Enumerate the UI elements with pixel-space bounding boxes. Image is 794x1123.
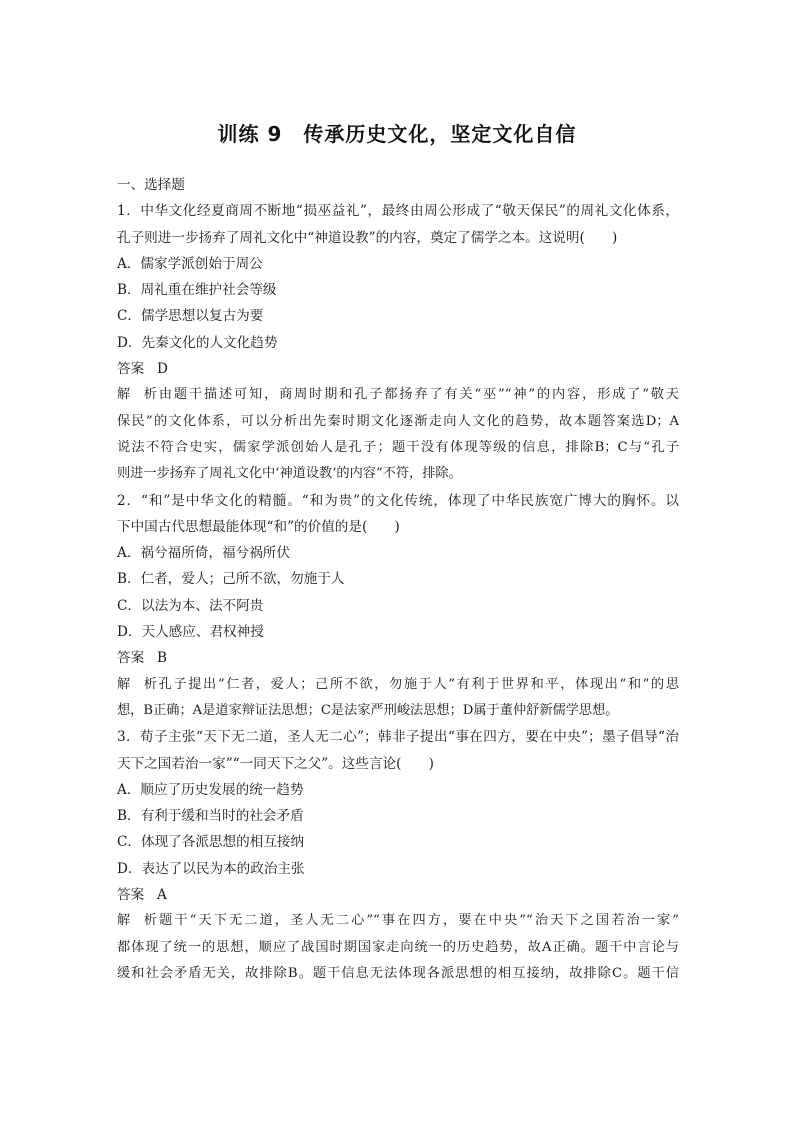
analysis-line bbox=[117, 382, 679, 408]
question-stem-line: 1．中华文化经夏商周不断地“损巫益礼”，最终由周公形成了“敬天保民”的周礼文化体系， bbox=[117, 203, 679, 220]
question-2 bbox=[117, 488, 679, 725]
analysis-line: 保民”的文化体系，可以分析出先秦时期文化逐渐走向人文化的趋势，故本题答案选D；A bbox=[117, 413, 679, 429]
analysis-text: 题干“天下无二道，圣人无二心”“事在四方，要在中央”“治天下之国若治一家” bbox=[157, 913, 679, 929]
answer-label: 答案 bbox=[117, 650, 145, 667]
question-stem-line: 孔子则进一步扬弃了周礼文化中“神道设教”的内容，奠定了儒学之本。这说明( ) bbox=[117, 229, 618, 246]
analysis-line: 想，B正确；A是道家辩证法思想；C是法家严刑峻法思想；D属于董仲舒新儒学思想。 bbox=[117, 702, 619, 718]
question-stem-line: 下中国古代思想最能体现“和”的价值的是( ) bbox=[117, 518, 400, 535]
answer-line bbox=[117, 356, 679, 382]
question-stem-line: 天下之国若治一家”“一同天下之父”。这些言论( ) bbox=[117, 755, 434, 772]
option-d: D．表达了以民为本的政治主张 bbox=[117, 860, 305, 877]
answer-line bbox=[117, 882, 679, 908]
analysis-line: 缓和社会矛盾无关，故排除B。题干信息无法体现各派思想的相互接纳，故排除C。题干信 bbox=[117, 965, 679, 981]
answer-label: 答案 bbox=[117, 361, 145, 378]
page-title: 训练 9 传承历史文化，坚定文化自信 bbox=[217, 122, 577, 146]
answer-label: 答案 bbox=[117, 887, 145, 904]
answer-value: B bbox=[157, 650, 167, 667]
analysis-line bbox=[117, 672, 679, 698]
analysis-label: 解析 bbox=[117, 387, 157, 403]
analysis-text: 由题干描述可知，商周时期和孔子都扬弃了有关“巫”“神”的内容，形成了“敬天 bbox=[157, 387, 679, 403]
option-d: D．先秦文化的人文化趋势 bbox=[117, 334, 278, 351]
question-stem-line: 2．“和”是中华文化的精髓。“和为贵”的文化传统，体现了中华民族宽广博大的胸怀。以 bbox=[117, 492, 679, 509]
question-3 bbox=[117, 724, 679, 987]
option-a: A．祸兮福所倚，福兮祸所伏 bbox=[117, 545, 290, 562]
section-heading: 一、选择题 bbox=[117, 177, 185, 193]
analysis-line bbox=[117, 908, 679, 934]
answer-line bbox=[117, 645, 679, 671]
question-stem-line: 3．荀子主张“天下无二道，圣人无二心”；韩非子提出“事在四方，要在中央”；墨子倡导“治 bbox=[117, 729, 679, 746]
option-b: B．周礼重在维护社会等级 bbox=[117, 282, 277, 299]
option-c: C．体现了各派思想的相互接纳 bbox=[117, 834, 305, 851]
document-body bbox=[117, 172, 679, 987]
option-b: B．仁者，爱人；己所不欲，勿施于人 bbox=[117, 571, 345, 588]
option-b: B．有利于缓和当时的社会矛盾 bbox=[117, 808, 304, 825]
option-c: C．儒学思想以复古为要 bbox=[117, 308, 264, 325]
analysis-line: 说法不符合史实，儒家学派创始人是孔子；题干没有体现等级的信息，排除B；C与“孔子 bbox=[117, 439, 679, 455]
option-a: A．儒家学派创始于周公 bbox=[117, 255, 263, 272]
answer-value: A bbox=[157, 887, 167, 904]
answer-value: D bbox=[157, 361, 168, 378]
analysis-label: 解析 bbox=[117, 913, 157, 929]
option-d: D．天人感应、君权神授 bbox=[117, 624, 264, 641]
option-c: C．以法为本、法不阿贵 bbox=[117, 597, 264, 614]
option-a: A．顺应了历史发展的统一趋势 bbox=[117, 781, 304, 798]
analysis-line: 则进一步扬弃了周礼文化中‘神道设教’的内容”不符，排除。 bbox=[117, 466, 462, 482]
question-1 bbox=[117, 198, 679, 487]
analysis-text: 孔子提出“仁者，爱人；己所不欲，勿施于人”有利于世界和平，体现出“和”的思 bbox=[157, 676, 679, 692]
analysis-line: 都体现了统一的思想，顺应了战国时期国家走向统一的历史趋势，故A正确。题干中言论与 bbox=[117, 939, 679, 955]
analysis-label: 解析 bbox=[117, 676, 157, 692]
